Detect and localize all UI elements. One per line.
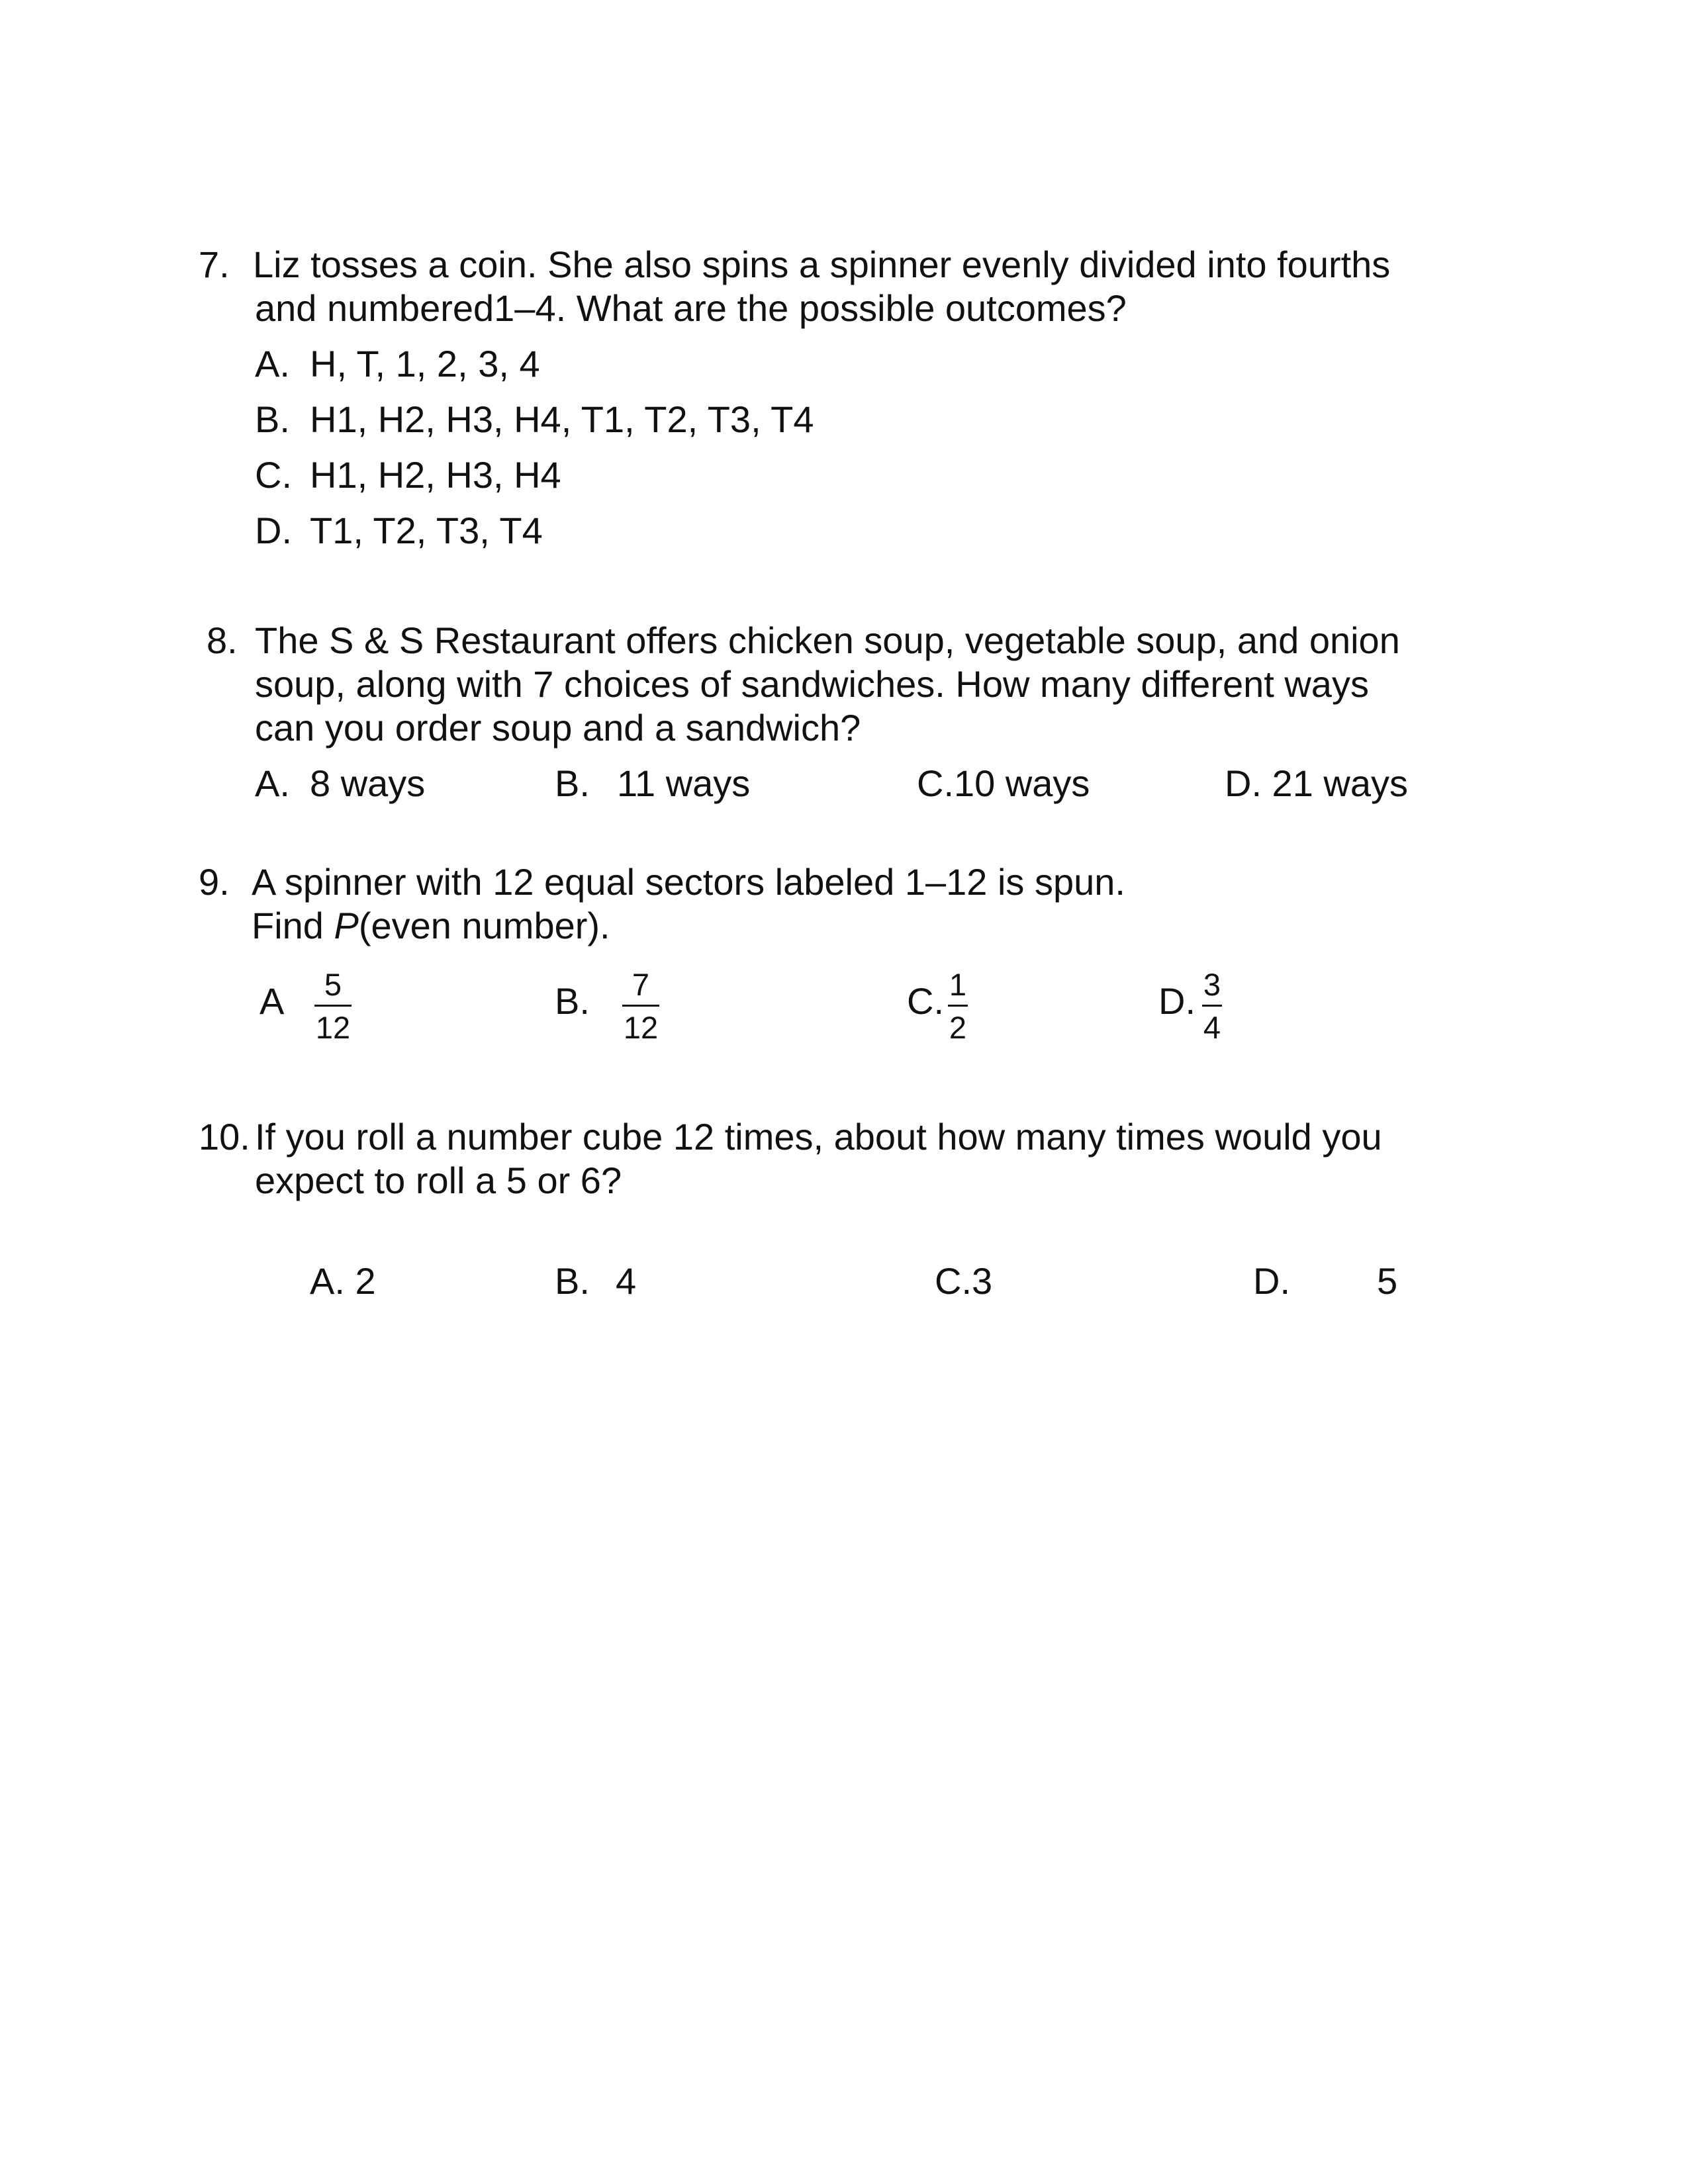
option-letter-c: C. [255,454,292,496]
option-letter-c: C. [907,980,944,1022]
denominator: 12 [315,1010,351,1045]
numerator: 3 [1203,967,1221,1002]
option-letter-b: B. [255,398,290,440]
numerator: 7 [632,967,650,1002]
option-text-c: H1, H2, H3, H4 [310,454,561,496]
question-8-text-line-2: soup, along with 7 choices of sandwiches. How many different ways [255,663,1369,705]
denominator: 2 [949,1010,967,1045]
option-text-c: C.3 [935,1260,993,1302]
option-text-d: 5 [1377,1260,1398,1302]
numerator: 5 [324,967,342,1002]
question-8-number: 8. [207,619,238,661]
option-letter-a: A [259,980,285,1022]
question-10-number: 10. [199,1116,250,1158]
option-letter-b: B. [555,980,590,1022]
option-text-b: H1, H2, H3, H4, T1, T2, T3, T4 [310,398,814,440]
option-text-a: H, T, 1, 2, 3, 4 [310,343,540,385]
question-8-text-line-1: The S & S Restaurant offers chicken soup, vegetable soup, and onion [255,619,1400,661]
option-text-c: C.10 ways [917,762,1090,804]
question-9-text-line-1: A spinner with 12 equal sectors labeled 1–12 is spun. [252,861,1125,903]
question-9-number: 9. [199,861,230,903]
fraction-b [622,969,659,1043]
option-letter-b: B. [555,762,590,804]
denominator: 4 [1203,1010,1221,1045]
fraction-bar [948,1005,968,1007]
question-7-text-line-1: Liz tosses a coin. She also spins a spinner evenly divided into fourths [253,244,1391,285]
option-text-a: A. 2 [310,1260,376,1302]
fraction-bar [1202,1005,1222,1007]
denominator: 12 [623,1010,659,1045]
option-text-b: 11 ways [617,762,751,804]
option-letter-d: D. [1158,980,1196,1022]
option-letter-b: B. [555,1260,590,1302]
option-text-d: D. 21 ways [1225,762,1408,804]
numerator: 1 [949,967,967,1002]
fraction-bar [314,1005,352,1007]
option-letter-a: A. [255,343,290,385]
question-8-text-line-3: can you order soup and a sandwich? [255,707,861,749]
option-text-d: T1, T2, T3, T4 [310,510,543,551]
option-letter-d: D. [1253,1260,1290,1302]
question-7-text-line-2: and numbered1–4. What are the possible outcomes? [255,287,1127,329]
question-9-text-line-2: Find P(even number). [252,905,610,946]
option-text-b: 4 [616,1260,637,1302]
question-7-number: 7. [199,244,230,285]
fraction-a [314,969,352,1043]
option-letter-d: D. [255,510,292,551]
fraction-bar [622,1005,659,1007]
fraction-d [1202,969,1222,1043]
fraction-c [948,969,968,1043]
option-text-a: 8 ways [310,762,426,804]
question-10-text-line-1: If you roll a number cube 12 times, about how many times would you [255,1116,1382,1158]
option-letter-a: A. [255,762,290,804]
question-10-text-line-2: expect to roll a 5 or 6? [255,1160,622,1201]
